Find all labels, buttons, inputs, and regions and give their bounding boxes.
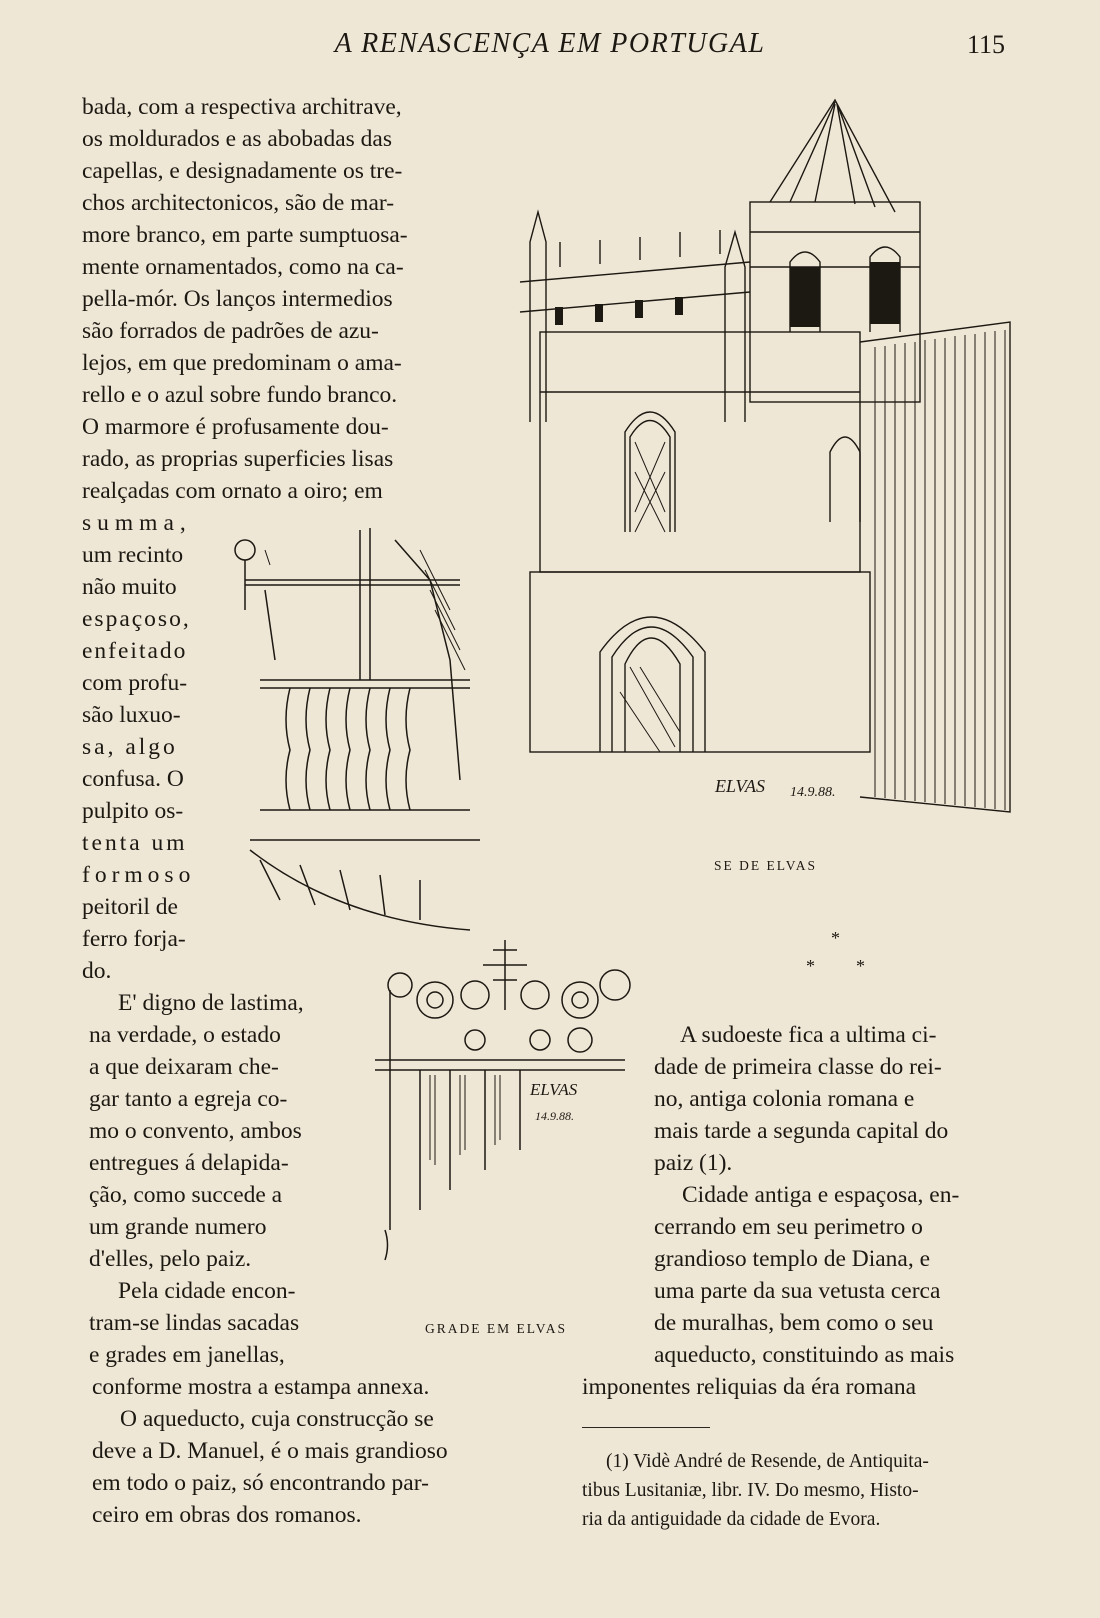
text-line: gar tanto a egreja co- bbox=[89, 1086, 288, 1112]
text-line: de muralhas, bem como o seu bbox=[654, 1310, 934, 1336]
footnote-line: (1) Vidè André de Resende, de Antiquita- bbox=[606, 1451, 929, 1472]
text-line: na verdade, o estado bbox=[89, 1022, 281, 1048]
text-line: lejos, em que predominam o ama- bbox=[82, 350, 402, 376]
text-line: com profu- bbox=[82, 670, 188, 696]
text-line: sa, algo bbox=[82, 734, 178, 760]
footnote-rule bbox=[582, 1427, 710, 1428]
cathedral-signature-date: 14.9.88. bbox=[790, 785, 836, 800]
grille-signature-place: ELVAS bbox=[530, 1080, 578, 1099]
footnote-line: tibus Lusitaniæ, libr. IV. Do mesmo, Histo- bbox=[582, 1480, 919, 1501]
text-line: não muito bbox=[82, 574, 177, 600]
cathedral-caption: SE DE ELVAS bbox=[714, 858, 818, 873]
text-line: entregues á delapida- bbox=[89, 1150, 289, 1176]
text-line: imponentes reliquias da éra romana bbox=[582, 1374, 917, 1400]
text-line: O aqueducto, cuja construcção se bbox=[120, 1406, 434, 1432]
text-line: confusa. O bbox=[82, 766, 184, 792]
text-line: d'elles, pelo paiz. bbox=[89, 1246, 252, 1272]
grille-illustration bbox=[375, 930, 645, 1270]
text-line: do. bbox=[82, 958, 112, 984]
text-line: rado, as proprias superficies lisas bbox=[82, 446, 394, 472]
asterism-star: * bbox=[831, 928, 840, 948]
text-line: peitoril de bbox=[82, 894, 178, 920]
text-line: pella-mór. Os lanços intermedios bbox=[82, 286, 393, 312]
grille-caption: GRADE EM ELVAS bbox=[425, 1321, 568, 1336]
text-line: conforme mostra a estampa annexa. bbox=[92, 1374, 430, 1400]
text-line: chos architectonicos, são de mar- bbox=[82, 190, 395, 216]
text-line: formoso bbox=[82, 862, 196, 888]
text-line: E' digno de lastima, bbox=[118, 990, 304, 1016]
text-line: capellas, e designadamente os tre- bbox=[82, 158, 403, 184]
text-line: mais tarde a segunda capital do bbox=[654, 1118, 949, 1144]
text-line: uma parte da sua vetusta cerca bbox=[654, 1278, 941, 1304]
text-line: Cidade antiga e espaçosa, en- bbox=[682, 1182, 960, 1208]
text-line: paiz (1). bbox=[654, 1150, 733, 1176]
text-line: a que deixaram che- bbox=[89, 1054, 279, 1080]
text-line: more branco, em parte sumptuosa- bbox=[82, 222, 408, 248]
text-line: grandioso templo de Diana, e bbox=[654, 1246, 931, 1272]
text-line: A sudoeste fica a ultima ci- bbox=[680, 1022, 937, 1048]
text-line: espaçoso, bbox=[82, 606, 191, 632]
text-line: bada, com a respectiva architrave, bbox=[82, 94, 402, 120]
text-line: pulpito os- bbox=[82, 798, 184, 824]
text-line: Pela cidade encon- bbox=[118, 1278, 296, 1304]
asterism-star: * bbox=[856, 956, 865, 976]
text-line: em todo o paiz, só encontrando par- bbox=[92, 1470, 429, 1496]
asterism-star: * bbox=[806, 956, 815, 976]
text-line: aqueducto, constituindo as mais bbox=[654, 1342, 955, 1368]
running-header: A RENASCENÇA EM PORTUGAL bbox=[334, 28, 766, 59]
text-line: são forrados de padrões de azu- bbox=[82, 318, 379, 344]
text-line: no, antiga colonia romana e bbox=[654, 1086, 915, 1112]
text-line: um recinto bbox=[82, 542, 184, 568]
text-line: mente ornamentados, como na ca- bbox=[82, 254, 404, 280]
text-line: tram-se lindas sacadas bbox=[89, 1310, 300, 1336]
text-line: e grades em janellas, bbox=[89, 1342, 285, 1368]
grille-signature-date: 14.9.88. bbox=[535, 1109, 574, 1123]
text-line: dade de primeira classe do rei- bbox=[654, 1054, 942, 1080]
text-line: deve a D. Manuel, é o mais grandioso bbox=[92, 1438, 448, 1464]
text-line: tenta um bbox=[82, 830, 188, 856]
text-line: O marmore é profusamente dou- bbox=[82, 414, 389, 440]
cathedral-illustration bbox=[500, 92, 1045, 852]
text-line: ferro forja- bbox=[82, 926, 186, 952]
text-line: rello e o azul sobre fundo branco. bbox=[82, 382, 398, 408]
text-line: os moldurados e as abobadas das bbox=[82, 126, 392, 152]
text-line: realçadas com ornato a oiro; em bbox=[82, 478, 383, 504]
text-line: summa, bbox=[82, 510, 192, 536]
text-line: cerrando em seu perimetro o bbox=[654, 1214, 923, 1240]
text-line: um grande numero bbox=[89, 1214, 267, 1240]
page-number: 115 bbox=[966, 30, 1005, 59]
pulpit-illustration bbox=[220, 520, 480, 940]
footnote-line: ria da antiguidade da cidade de Evora. bbox=[582, 1509, 881, 1530]
cathedral-signature-place: ELVAS bbox=[715, 776, 765, 796]
text-line: mo o convento, ambos bbox=[89, 1118, 302, 1144]
text-line: ção, como succede a bbox=[89, 1182, 283, 1208]
text-line: são luxuo- bbox=[82, 702, 181, 728]
text-line: ceiro em obras dos romanos. bbox=[92, 1502, 362, 1528]
text-line: enfeitado bbox=[82, 638, 188, 664]
